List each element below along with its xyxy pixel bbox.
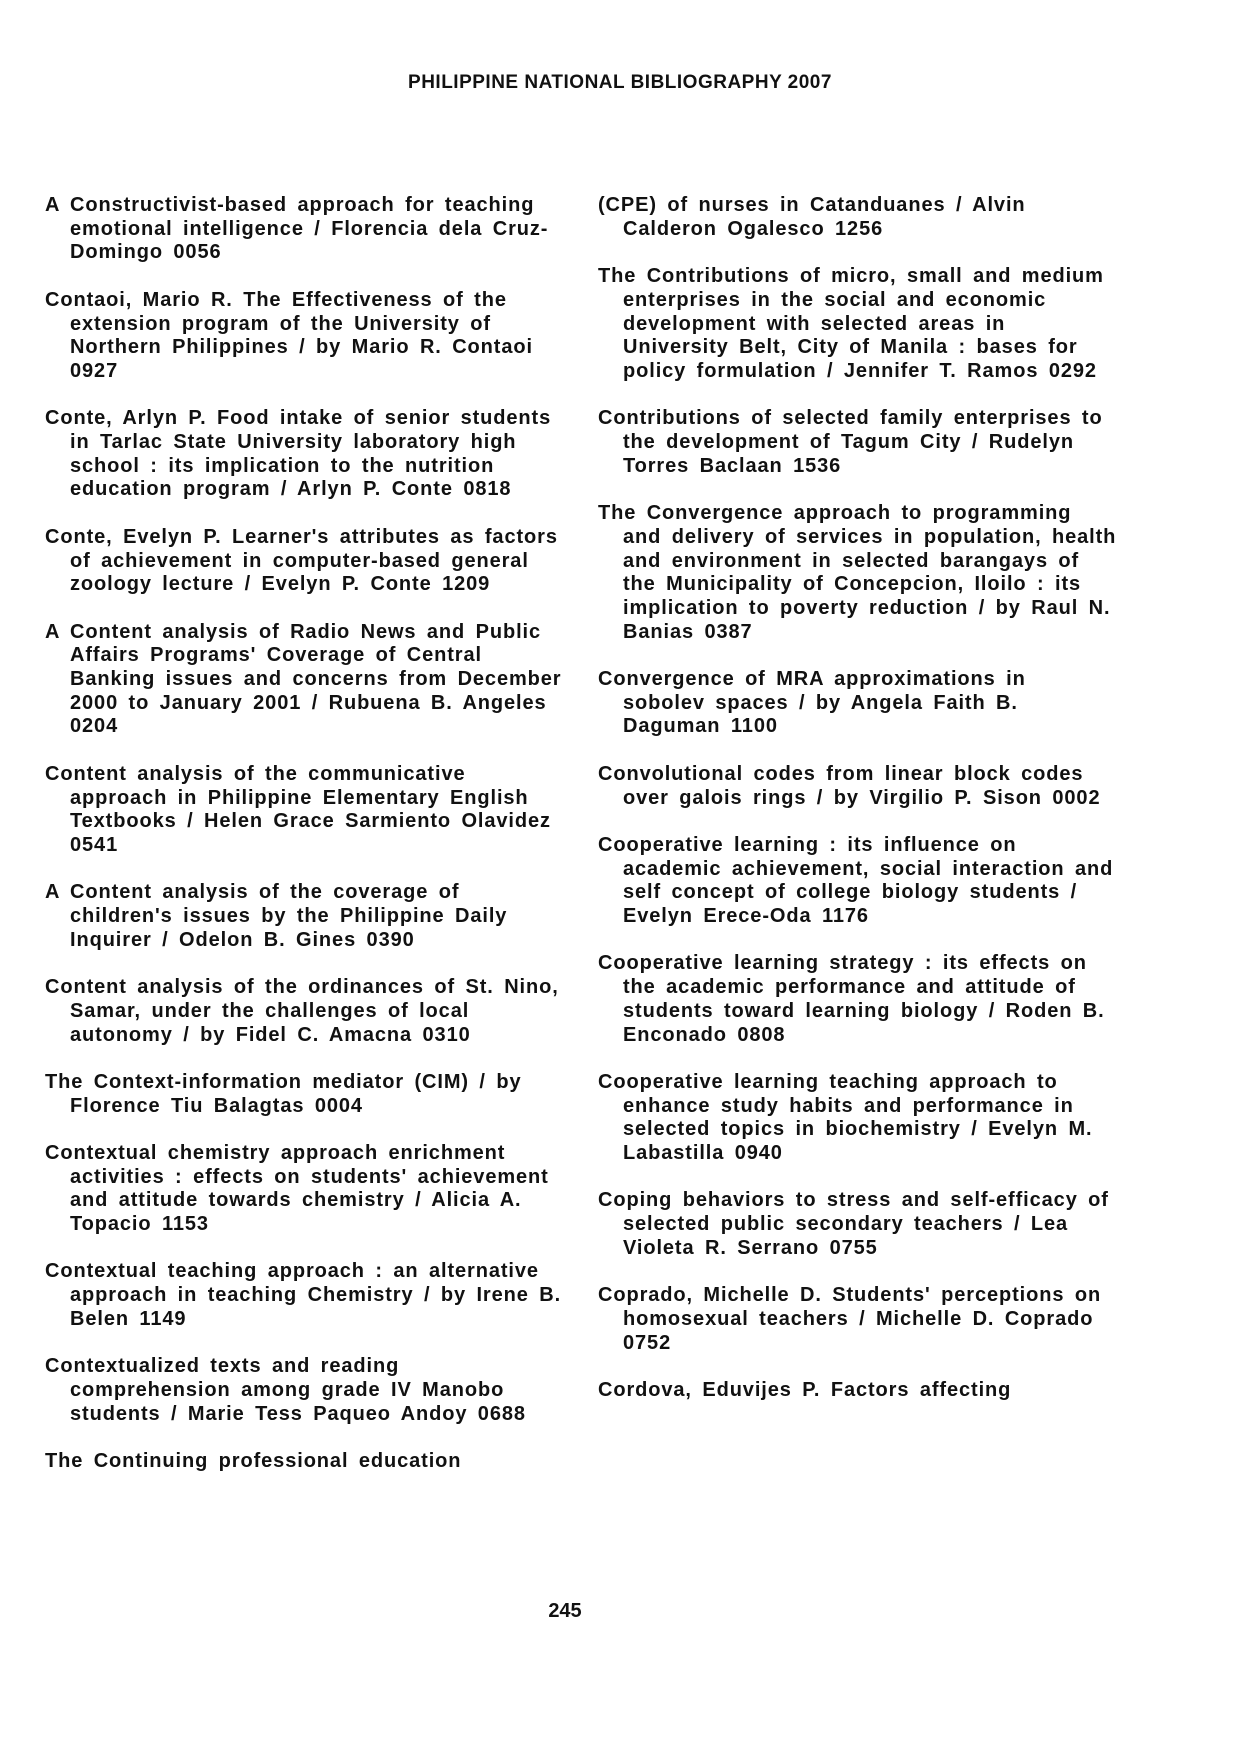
bibliography-entry: A Content analysis of the coverage of children's issues by the Philippine Daily Inquirer / Odelon B. Gines 0390 <box>45 881 508 951</box>
bibliography-entry: Content analysis of the ordinances of St. Nino, Samar, under the challenges of local autonomy / by Fidel C. Amacna 0310 <box>45 976 559 1046</box>
right-column <box>598 194 1118 1426</box>
bibliography-entry: Coprado, Michelle D. Students' perceptions on homosexual teachers / Michelle D. Coprado 0752 <box>598 1284 1102 1354</box>
bibliography-entry: Content analysis of the communicative approach in Philippine Elementary English Textbooks / Helen Grace Sarmiento Olavidez 0541 <box>45 762 551 856</box>
bibliography-entry: Cooperative learning strategy : its effects on the academic performance and attitude of students toward learning biology / Roden B. Enconado 0808 <box>598 952 1105 1046</box>
bibliography-entry: Contextual teaching approach : an alternative approach in teaching Chemistry / by Irene B. Belen 1149 <box>45 1260 562 1330</box>
bibliography-entry: The Convergence approach to programming and delivery of services in population, health and environment in selected barangays of the Municipality of Concepcion, Iloilo : its implication to poverty reduction / by Raul N. Banias 0387 <box>598 502 1117 643</box>
bibliography-entry: Contributions of selected family enterprises to the development of Tagum City / Rudelyn Torres Baclaan 1536 <box>598 407 1103 477</box>
bibliography-entry: A Content analysis of Radio News and Public Affairs Programs' Coverage of Central Banking issues and concerns from December 2000 to January 2001 / Rubuena B. Angeles 0204 <box>45 620 562 738</box>
bibliography-entry: Convolutional codes from linear block codes over galois rings / by Virgilio P. Sison 0002 <box>598 762 1101 809</box>
bibliography-entry: A Constructivist-based approach for teaching emotional intelligence / Florencia dela Cruz-Domingo 0056 <box>45 194 549 264</box>
bibliography-entry: Cooperative learning : its influence on academic achievement, social interaction and self concept of college biology students / Evelyn Erece-Oda 1176 <box>598 833 1114 927</box>
bibliography-entry: Contextual chemistry approach enrichment activities : effects on students' achievement and attitude towards chemistry / Alicia A. Topacio 1153 <box>45 1141 549 1236</box>
left-column <box>45 194 565 1497</box>
bibliography-entry: Conte, Arlyn P. Food intake of senior students in Tarlac State University laboratory high school : its implication to the nutrition education program / Arlyn P. Conte 0818 <box>45 407 552 501</box>
bibliography-entry: Cooperative learning teaching approach to enhance study habits and performance in selected topics in biochemistry / Evelyn M. Labastilla 0940 <box>598 1070 1093 1164</box>
bibliography-entry: Cordova, Eduvijes P. Factors affecting <box>598 1378 1012 1401</box>
bibliography-entry: The Context-information mediator (CIM) / by Florence Tiu Balagtas 0004 <box>45 1070 522 1117</box>
bibliography-entry: Convergence of MRA approximations in sobolev spaces / by Angela Faith B. Daguman 1100 <box>598 668 1026 738</box>
bibliography-entry: Contextualized texts and reading comprehension among grade IV Manobo students / Marie Tess Paqueo Andoy 0688 <box>45 1355 526 1425</box>
bibliography-entry: The Contributions of micro, small and medium enterprises in the social and economic development with selected areas in University Belt, City of Manila : bases for policy formulation / Jennifer T. Ramos 0292 <box>598 265 1104 382</box>
bibliography-entry: (CPE) of nurses in Catanduanes / Alvin Calderon Ogalesco 1256 <box>598 194 1026 240</box>
bibliography-entry: The Continuing professional education <box>45 1450 462 1473</box>
bibliography-entry: Conte, Evelyn P. Learner's attributes as factors of achievement in computer-based general zoology lecture / Evelyn P. Conte 1209 <box>45 525 558 596</box>
page-number: 245 <box>548 1600 582 1622</box>
page-header: PHILIPPINE NATIONAL BIBLIOGRAPHY 2007 <box>408 72 832 93</box>
bibliography-entry: Coping behaviors to stress and self-efficacy of selected public secondary teachers / Lea Violeta R. Serrano 0755 <box>598 1189 1109 1259</box>
bibliography-entry: Contaoi, Mario R. The Effectiveness of the extension program of the University of Northern Philippines / by Mario R. Contaoi 0927 <box>45 288 533 382</box>
